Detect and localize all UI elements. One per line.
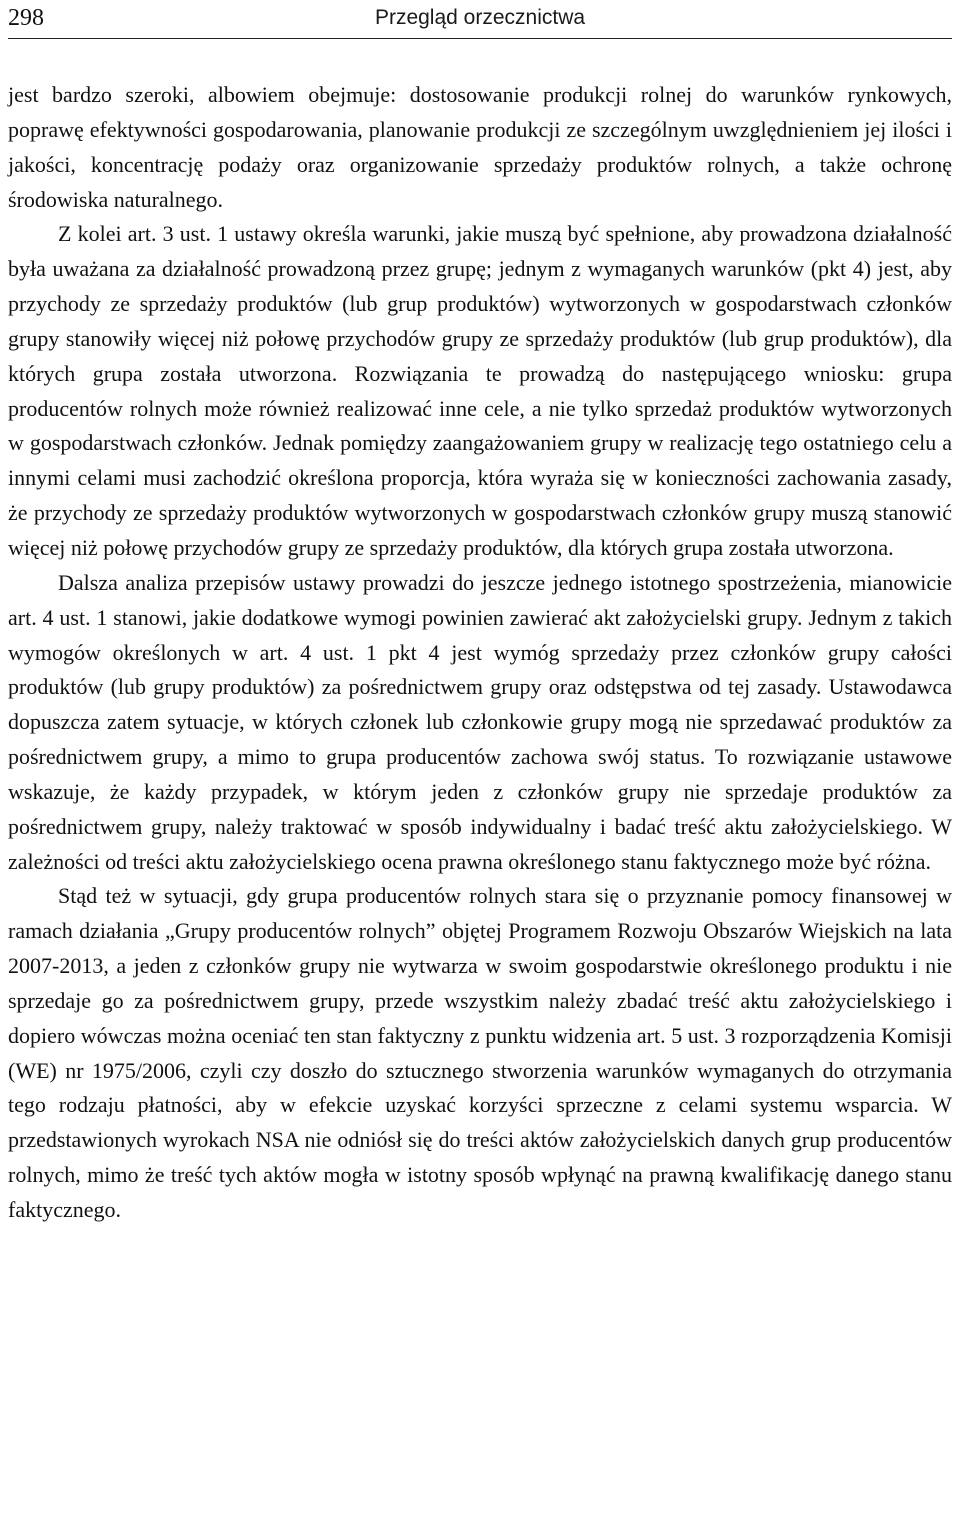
page-number: 298: [8, 5, 44, 31]
running-title: Przegląd orzecznictwa: [374, 6, 586, 29]
paragraph: jest bardzo szeroki, albowiem obejmuje: dostosowanie produkcji rolnej do warunków rynkowych, poprawę efektywności gospodarowania, planowanie produkcji ze szczególnym uwzględnieniem jej ilości i jakości, koncentrację podaży oraz organizowanie sprzedaży produktów rolnych, a także ochronę środowiska naturalnego.: [8, 82, 952, 212]
body-text: [8, 78, 952, 1228]
paragraph: Dalsza analiza przepisów ustawy prowadzi do jeszcze jednego istotnego spostrzeżenia, mianowicie art. 4 ust. 1 stanowi, jakie dodatkowe wymogi powinien zawierać akt założycielski grupy. Jednym z takich wymogów określonych w art. 4 ust. 1 pkt 4 jest wymóg sprzedaży przez członków grupy całości produktów (lub grupy produktów) za pośrednictwem grupy oraz odstępstwa od tej zasady. Ustawodawca dopuszcza zatem sytuacje, w których członek lub członkowie grupy mogą nie sprzedawać produktów za pośrednictwem grupy, a mimo to grupa producentów zachowa swój status. To rozwiązanie ustawowe wskazuje, że każdy przypadek, w którym jeden z członków grupy nie sprzedaje produktów za pośrednictwem grupy, należy traktować w sposób indywidualny i badać treść aktu założycielskiego. W zależności od treści aktu założycielskiego ocena prawna określonego stanu faktycznego może być różna.: [8, 569, 952, 874]
page-header: [8, 0, 952, 39]
paragraph: Stąd też w sytuacji, gdy grupa producentów rolnych stara się o przyznanie pomocy finansowej w ramach działania „Grupy producentów rolnych” objętej Programem Rozwoju Obszarów Wiejskich na lata 2007-2013, a jeden z członków grupy nie wytwarza w swoim gospodarstwie określonego produktu i nie sprzedaje go za pośrednictwem grupy, przede wszystkim należy zbadać treść aktu założycielskiego i dopiero wówczas można oceniać ten stan faktyczny z punktu widzenia art. 5 ust. 3 rozporządzenia Komisji (WE) nr 1975/2006, czyli czy doszło do sztucznego stworzenia warunków wymaganych do otrzymania tego rodzaju płatności, aby w efekcie uzyskać korzyści sprzeczne z celami systemu wsparcia. W przedstawionych wyrokach NSA nie odniósł się do treści aktów założycielskich danych grup producentów rolnych, mimo że treść tych aktów mogła w istotny sposób wpłynąć na prawną kwalifikację danego stanu faktycznego.: [8, 883, 952, 1222]
paragraph: Z kolei art. 3 ust. 1 ustawy określa warunki, jakie muszą być spełnione, aby prowadzona działalność była uważana za działalność prowadzoną przez grupę; jednym z wymaganych warunków (pkt 4) jest, aby przychody ze sprzedaży produktów (lub grup produktów) wytworzonych w gospodarstwach członków grupy stanowiły więcej niż połowę przychodów grupy ze sprzedaży produktów (lub grup produktów), dla których grupa została utworzona. Rozwiązania te prowadzą do następującego wniosku: grupa producentów rolnych może również realizować inne cele, a nie tylko sprzedaż produktów wytworzonych w gospodarstwach członków. Jednak pomiędzy zaangażowaniem grupy w realizację tego ostatniego celu a innymi celami musi zachodzić określona proporcja, która wyraża się w konieczności zachowania zasady, że przychody ze sprzedaży produktów wytworzonych w gospodarstwach członków grupy muszą stanowić więcej niż połowę przychodów grupy ze sprzedaży produktów, dla których grupa została utworzona.: [8, 221, 952, 560]
